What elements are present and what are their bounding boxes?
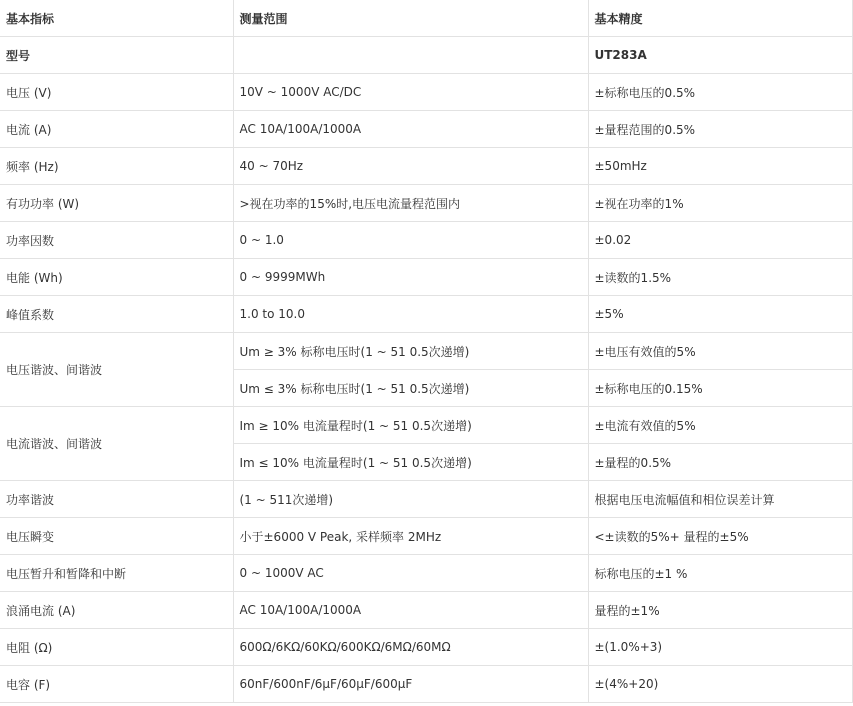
range-cell: 小于±6000 V Peak, 采样频率 2MHz	[233, 518, 588, 555]
table-row	[0, 333, 852, 370]
table-row	[0, 259, 852, 296]
table-row	[0, 555, 852, 592]
accuracy-cell: ±标称电压的0.15%	[588, 370, 852, 407]
range-cell: 1.0 to 10.0	[233, 296, 588, 333]
range-cell: 0 ~ 9999MWh	[233, 259, 588, 296]
model-label: 型号	[0, 37, 233, 74]
indicator-cell: 有功功率 (W)	[0, 185, 233, 222]
column-header-accuracy: 基本精度	[588, 0, 852, 37]
accuracy-cell: ±5%	[588, 296, 852, 333]
accuracy-cell: 量程的±1%	[588, 592, 852, 629]
indicator-cell: 电压暂升和暂降和中断	[0, 555, 233, 592]
indicator-cell: 频率 (Hz)	[0, 148, 233, 185]
column-header-range: 测量范围	[233, 0, 588, 37]
accuracy-cell: ±电流有效值的5%	[588, 407, 852, 444]
model-range	[233, 37, 588, 74]
accuracy-cell: ±电压有效值的5%	[588, 333, 852, 370]
range-cell: 10V ~ 1000V AC/DC	[233, 74, 588, 111]
accuracy-cell: ±量程范围的0.5%	[588, 111, 852, 148]
table-row	[0, 148, 852, 185]
range-cell: >视在功率的15%时,电压电流量程范围内	[233, 185, 588, 222]
indicator-cell: 电压瞬变	[0, 518, 233, 555]
table-row	[0, 296, 852, 333]
indicator-cell: 浪涌电流 (A)	[0, 592, 233, 629]
range-cell: AC 10A/100A/1000A	[233, 111, 588, 148]
accuracy-cell: <±读数的5%+ 量程的±5%	[588, 518, 852, 555]
table-row-model	[0, 37, 852, 74]
table-row	[0, 518, 852, 555]
table-row	[0, 222, 852, 259]
indicator-cell: 电能 (Wh)	[0, 259, 233, 296]
range-cell: (1 ~ 511次递增)	[233, 481, 588, 518]
table-header-row	[0, 0, 852, 37]
range-cell: Um ≥ 3% 标称电压时(1 ~ 51 0.5次递增)	[233, 333, 588, 370]
accuracy-cell: ±50mHz	[588, 148, 852, 185]
range-cell: AC 10A/100A/1000A	[233, 592, 588, 629]
indicator-cell: 电流 (A)	[0, 111, 233, 148]
indicator-cell: 功率因数	[0, 222, 233, 259]
accuracy-cell: ±视在功率的1%	[588, 185, 852, 222]
table-row	[0, 185, 852, 222]
indicator-cell: 电流谐波、间谐波	[0, 407, 233, 481]
accuracy-cell: ±读数的1.5%	[588, 259, 852, 296]
accuracy-cell: ±(1.0%+3)	[588, 629, 852, 666]
range-cell: 0 ~ 1000V AC	[233, 555, 588, 592]
accuracy-cell: ±量程的0.5%	[588, 444, 852, 481]
indicator-cell: 功率谐波	[0, 481, 233, 518]
range-cell: 60nF/600nF/6μF/60μF/600μF	[233, 666, 588, 703]
indicator-cell: 电压 (V)	[0, 74, 233, 111]
accuracy-cell: 根据电压电流幅值和相位误差计算	[588, 481, 852, 518]
table-row	[0, 629, 852, 666]
range-cell: 0 ~ 1.0	[233, 222, 588, 259]
column-header-indicator: 基本指标	[0, 0, 233, 37]
accuracy-cell: ±0.02	[588, 222, 852, 259]
indicator-cell: 电阻 (Ω)	[0, 629, 233, 666]
table-row	[0, 666, 852, 703]
table-row	[0, 481, 852, 518]
table-row	[0, 407, 852, 444]
range-cell: Im ≤ 10% 电流量程时(1 ~ 51 0.5次递增)	[233, 444, 588, 481]
range-cell: 40 ~ 70Hz	[233, 148, 588, 185]
model-value: UT283A	[588, 37, 852, 74]
table-row	[0, 592, 852, 629]
accuracy-cell: ±标称电压的0.5%	[588, 74, 852, 111]
indicator-cell: 电容 (F)	[0, 666, 233, 703]
range-cell: Um ≤ 3% 标称电压时(1 ~ 51 0.5次递增)	[233, 370, 588, 407]
range-cell: Im ≥ 10% 电流量程时(1 ~ 51 0.5次递增)	[233, 407, 588, 444]
table-row	[0, 111, 852, 148]
accuracy-cell: ±(4%+20)	[588, 666, 852, 703]
indicator-cell: 电压谐波、间谐波	[0, 333, 233, 407]
table-row	[0, 74, 852, 111]
range-cell: 600Ω/6KΩ/60KΩ/600KΩ/6MΩ/60MΩ	[233, 629, 588, 666]
accuracy-cell: 标称电压的±1 %	[588, 555, 852, 592]
indicator-cell: 峰值系数	[0, 296, 233, 333]
